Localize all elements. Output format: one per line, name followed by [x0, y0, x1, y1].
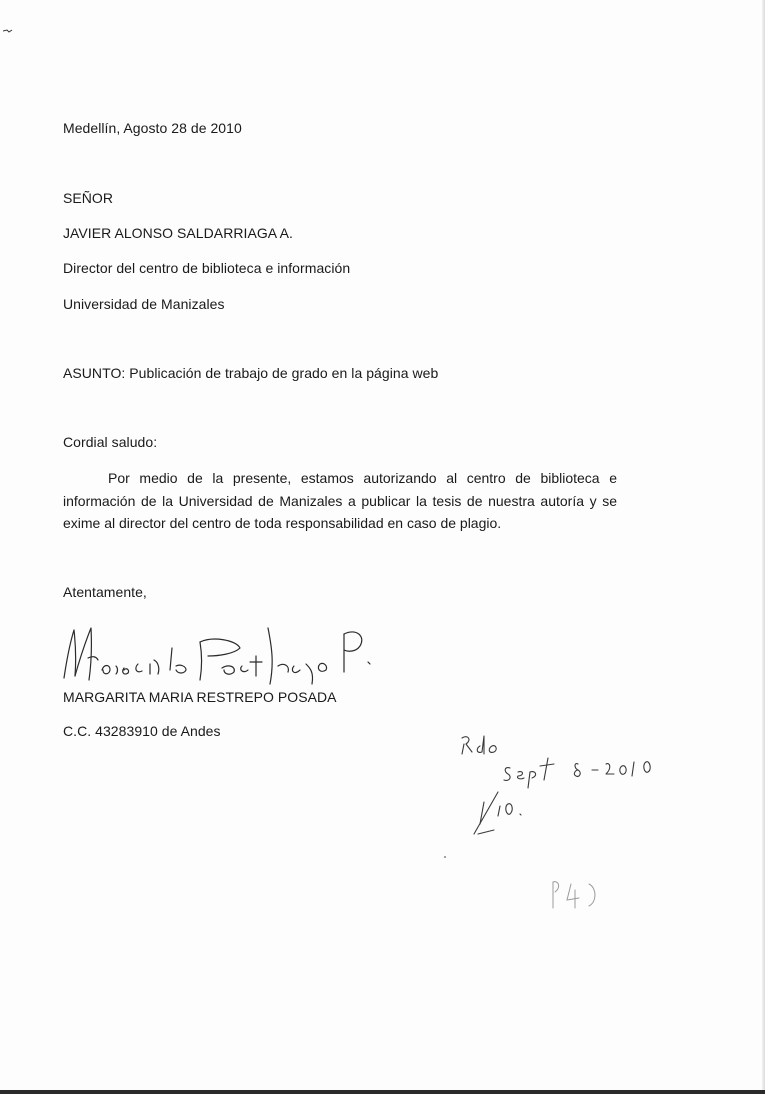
ink-speck — [444, 856, 446, 858]
scan-bottom-edge — [0, 1090, 765, 1094]
letter-date: Medellín, Agosto 28 de 2010 — [63, 120, 242, 136]
handwritten-signature — [58, 618, 378, 696]
greeting: Cordial saludo: — [63, 434, 158, 450]
salutation-title: SEÑOR — [63, 190, 114, 206]
signer-name: MARGARITA MARIA RESTREPO POSADA — [63, 689, 337, 705]
letter-body — [63, 467, 617, 535]
body-paragraph: Por medio de la presente, estamos autorizando al centro de biblioteca e información de la Universidad de Manizales a publicar la tesis de nuestra autoría y se exime al director del centro de toda responsabilidad en caso de plagio. — [63, 470, 617, 531]
scan-speck-mark — [3, 28, 13, 34]
signer-id: C.C. 43283910 de Andes — [63, 723, 221, 739]
closing: Atentamente, — [63, 584, 147, 600]
subject-line: ASUNTO: Publicación de trabajo de grado en la página web — [63, 365, 439, 381]
handwritten-received-note — [450, 730, 670, 840]
recipient-name: JAVIER ALONSO SALDARRIAGA A. — [63, 225, 293, 241]
pencil-annotation — [545, 876, 615, 912]
recipient-institution: Universidad de Manizales — [63, 296, 225, 312]
recipient-position: Director del centro de biblioteca e información — [63, 260, 351, 276]
